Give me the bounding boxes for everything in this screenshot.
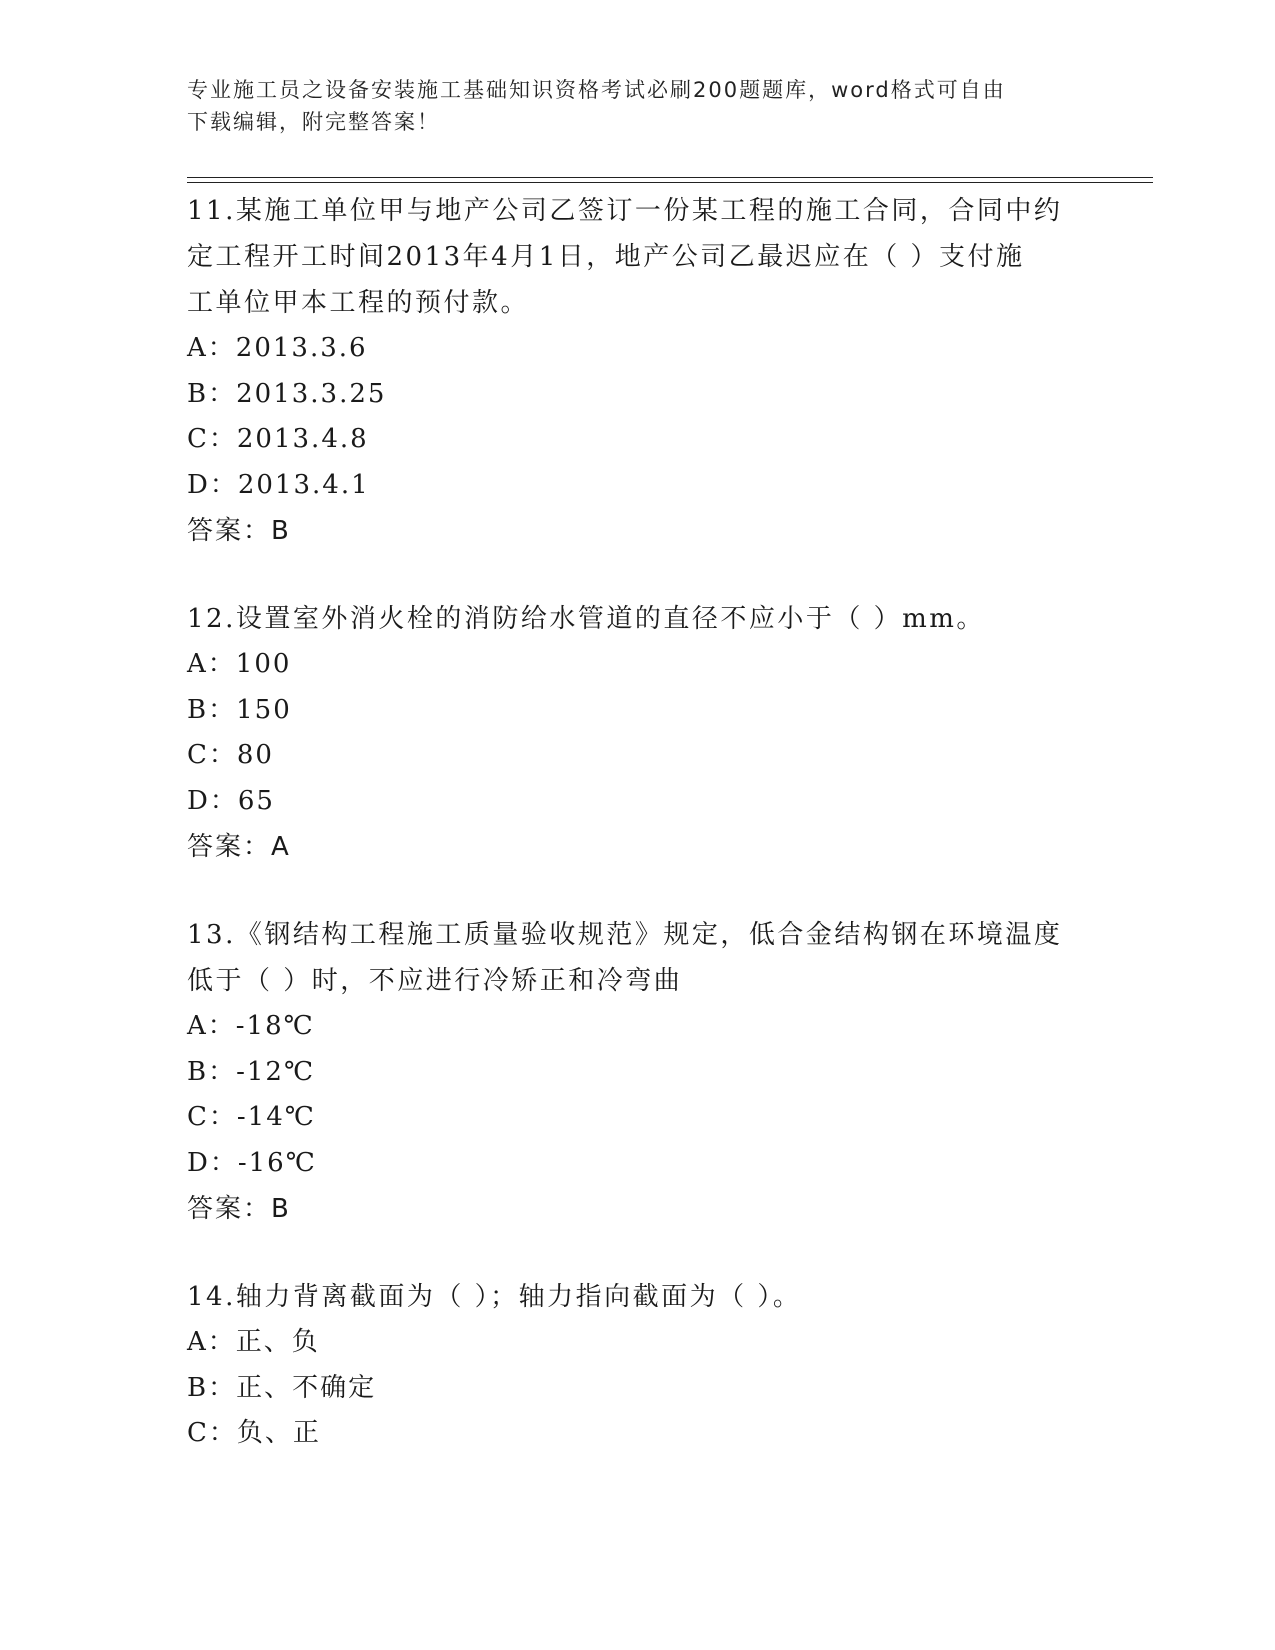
option-a: A：100 [187, 649, 292, 679]
question-stem-line: 13.《钢结构工程施工质量验收规范》规定，低合金结构钢在环境温度 [187, 920, 1063, 950]
option-b: B：2013.3.25 [187, 378, 387, 409]
question-stem-line: 定工程开工时间2013年4月1日，地产公司乙最迟应在（ ）支付施 [187, 242, 1025, 272]
option-b: B：-12℃ [187, 1056, 316, 1087]
option-c: C：-14℃ [187, 1102, 316, 1132]
header-line-1: 专业施工员之设备安装施工基础知识资格考试必刷200题题库，word格式可自由 [187, 78, 1006, 102]
question-stem-line: 工单位甲本工程的预付款。 [187, 288, 530, 318]
question-stem-line: 14.轴力背离截面为（ ）；轴力指向截面为（ ）。 [187, 1282, 802, 1312]
question-item [187, 912, 1087, 1232]
answer-line: 答案：B [187, 516, 291, 546]
header-divider-bottom [187, 182, 1153, 183]
answer-line: 答案：A [187, 832, 291, 862]
option-c: C：80 [187, 740, 274, 770]
question-item [187, 1274, 1087, 1457]
option-c: C：负、正 [187, 1418, 321, 1448]
option-b: B：150 [187, 694, 292, 725]
option-c: C：2013.4.8 [187, 424, 369, 454]
header-divider-top [187, 177, 1153, 178]
answer-line: 答案：B [187, 1194, 291, 1224]
option-d: D：65 [187, 785, 275, 816]
option-d: D：-16℃ [187, 1147, 317, 1178]
option-a: A：2013.3.6 [187, 333, 368, 363]
question-item [187, 596, 1087, 870]
question-list [187, 188, 1087, 1499]
question-stem-line: 低于（ ）时，不应进行冷矫正和冷弯曲 [187, 966, 683, 996]
question-stem-line: 11.某施工单位甲与地产公司乙签订一份某工程的施工合同，合同中约 [187, 196, 1063, 226]
question-item [187, 188, 1087, 554]
option-a: A：正、负 [187, 1327, 320, 1357]
option-a: A：-18℃ [187, 1011, 315, 1041]
header-line-2: 下载编辑，附完整答案！ [187, 110, 440, 134]
document-header [187, 74, 1067, 138]
question-stem-line: 12.设置室外消火栓的消防给水管道的直径不应小于（ ）mm。 [187, 604, 985, 634]
option-d: D：2013.4.1 [187, 469, 370, 500]
option-b: B：正、不确定 [187, 1372, 377, 1403]
